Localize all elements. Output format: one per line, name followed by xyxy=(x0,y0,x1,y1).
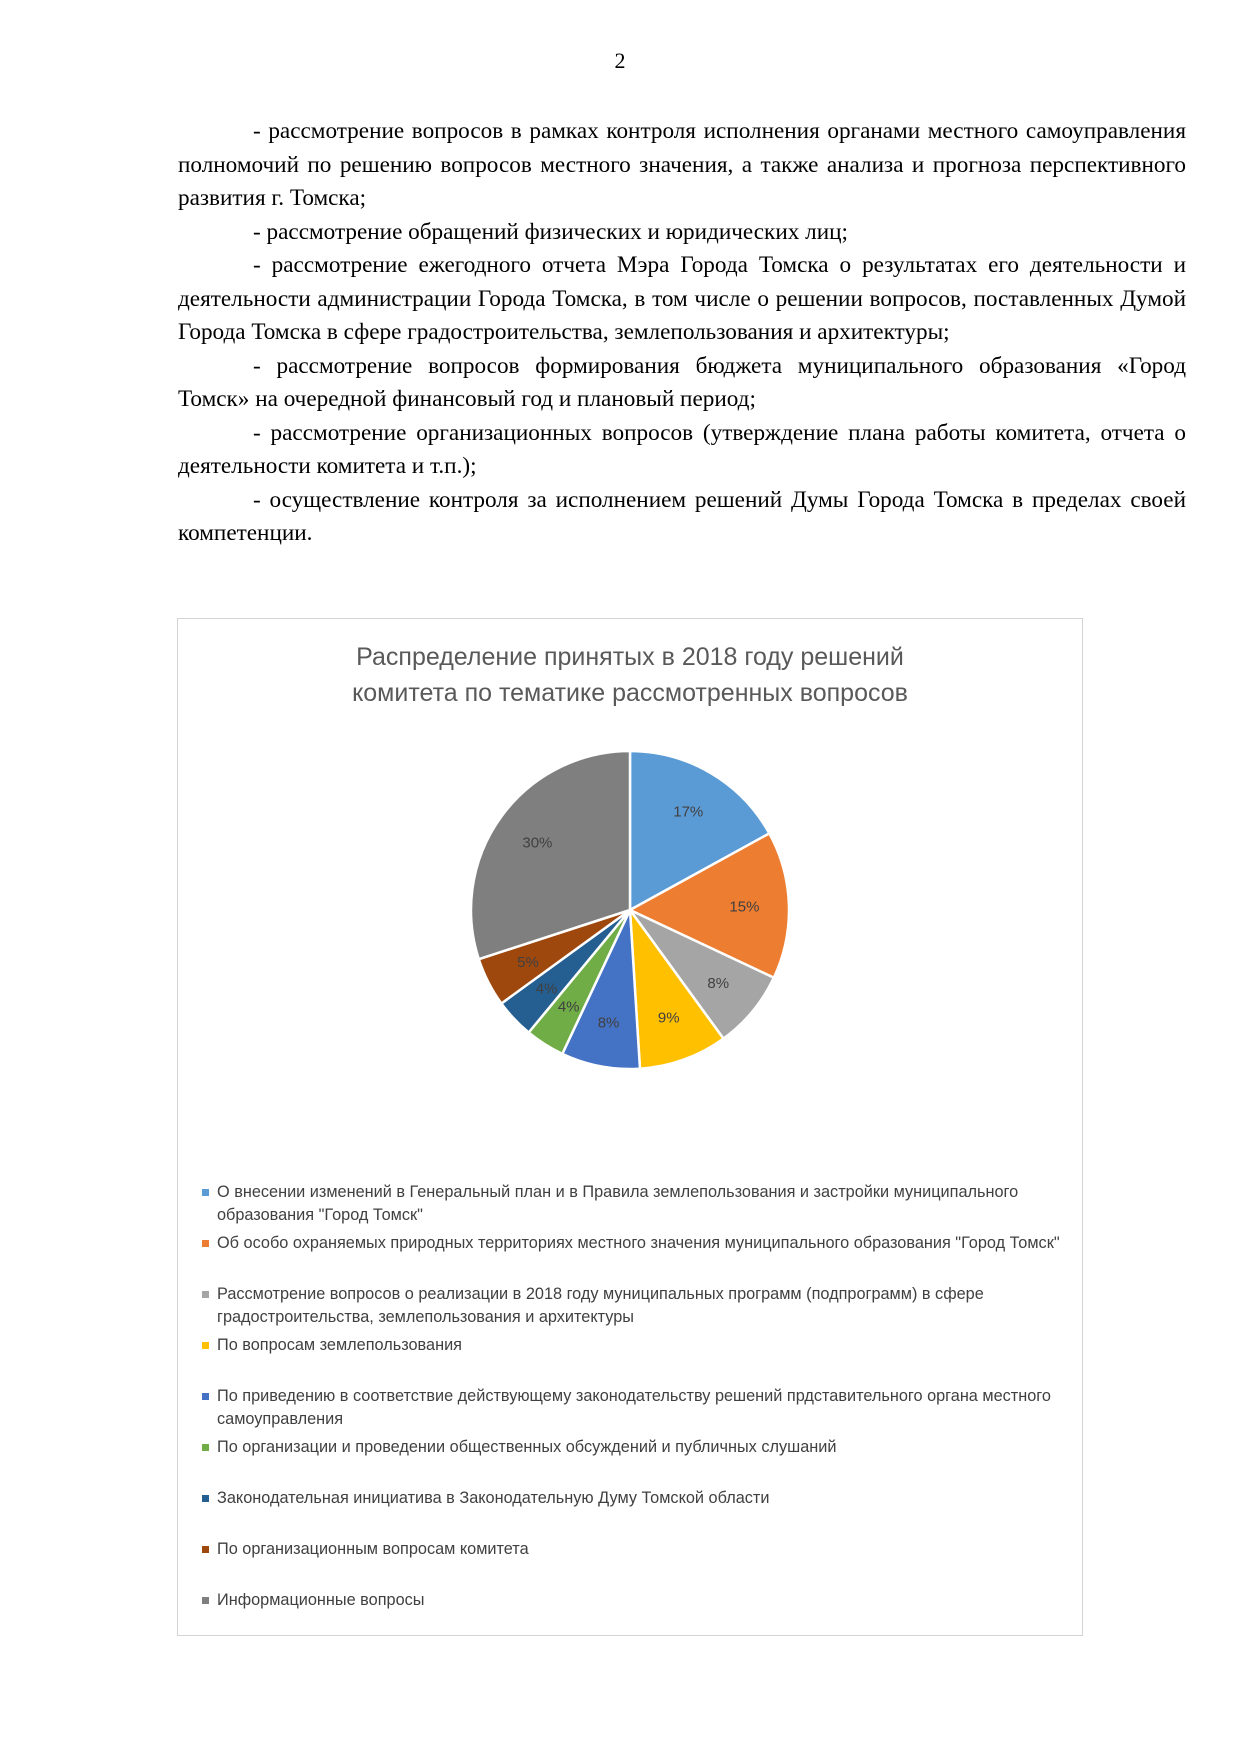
paragraph-organizational: - рассмотрение организационных вопросов (утверждение плана работы комитета, отчета о деятельности комитета и т.п.); xyxy=(178,419,1186,479)
data-label: 8% xyxy=(707,974,730,992)
legend-item xyxy=(202,1538,1062,1561)
body-text xyxy=(178,115,1186,551)
data-label: 8% xyxy=(597,1014,620,1032)
chart-title-line-1: Распределение принятых в 2018 году решений xyxy=(356,643,904,671)
legend-item xyxy=(202,1283,1062,1329)
legend-swatch xyxy=(202,1291,209,1298)
legend-label: Об особо охраняемых природных территориях местного значения муниципального образования "Город Томск" xyxy=(217,1234,1060,1252)
paragraph-control: - рассмотрение вопросов в рамках контроля исполнения органами местного самоуправления полномочий по решению вопросов местного значения, а также анализа и прогноза перспективного развития г. Томска; xyxy=(178,118,1186,211)
legend-label: Информационные вопросы xyxy=(217,1591,425,1609)
data-label: 17% xyxy=(673,803,704,821)
legend-swatch xyxy=(202,1393,209,1400)
legend-item xyxy=(202,1589,1062,1612)
paragraph-oversight: - осуществление контроля за исполнением решений Думы Города Томска в пределах своей компетенции. xyxy=(178,486,1186,546)
legend-label: Законодательная инициатива в Законодательную Думу Томской области xyxy=(217,1489,770,1507)
paragraph-appeals: - рассмотрение обращений физических и юридических лиц; xyxy=(253,218,848,245)
chart-title xyxy=(178,639,1082,711)
data-label: 30% xyxy=(522,834,553,852)
legend-item xyxy=(202,1181,1062,1227)
data-label: 15% xyxy=(729,898,760,916)
data-label: 5% xyxy=(517,953,539,971)
paragraph-budget: - рассмотрение вопросов формирования бюджета муниципального образования «Город Томск» на очередной финансовый год и плановый период; xyxy=(178,352,1186,412)
legend-swatch xyxy=(202,1444,209,1451)
legend-label: Рассмотрение вопросов о реализации в 2018 году муниципальных программ (подпрограмм) в сфере градостроительства, землепользования и архитектуры xyxy=(217,1285,984,1326)
paragraph-mayor-report: - рассмотрение ежегодного отчета Мэра Города Томска о результатах его деятельности и деятельности администрации Города Томска, в том числе о решении вопросов, поставленных Думой Города Томска в сфере градостроительства, землепользования и архитектуры; xyxy=(178,252,1186,345)
pie-chart xyxy=(177,618,1083,1636)
legend-swatch xyxy=(202,1546,209,1553)
legend-label: По организации и проведении общественных обсуждений и публичных слушаний xyxy=(217,1438,837,1456)
legend-swatch xyxy=(202,1189,209,1196)
data-label: 4% xyxy=(557,998,580,1016)
legend-item xyxy=(202,1334,1062,1357)
legend-swatch xyxy=(202,1495,209,1502)
legend-item xyxy=(202,1487,1062,1510)
data-label: 4% xyxy=(535,980,558,998)
data-label: 9% xyxy=(657,1009,680,1027)
page-number: 2 xyxy=(614,48,626,73)
legend-label: О внесении изменений в Генеральный план и в Правила землепользования и застройки муниципального образования "Город Томск" xyxy=(217,1183,1019,1224)
legend-item xyxy=(202,1436,1062,1459)
chart-title-line-2: комитета по тематике рассмотренных вопросов xyxy=(352,679,908,707)
legend-label: По вопросам землепользования xyxy=(217,1336,462,1354)
legend-swatch xyxy=(202,1597,209,1604)
legend-swatch xyxy=(202,1342,209,1349)
legend-item xyxy=(202,1232,1062,1255)
legend-label: По приведению в соответствие действующему законодательству решений прдставительного органа местного самоуправления xyxy=(217,1387,1051,1428)
legend-label: По организационным вопросам комитета xyxy=(217,1540,529,1558)
legend-swatch xyxy=(202,1240,209,1247)
legend-item xyxy=(202,1385,1062,1431)
